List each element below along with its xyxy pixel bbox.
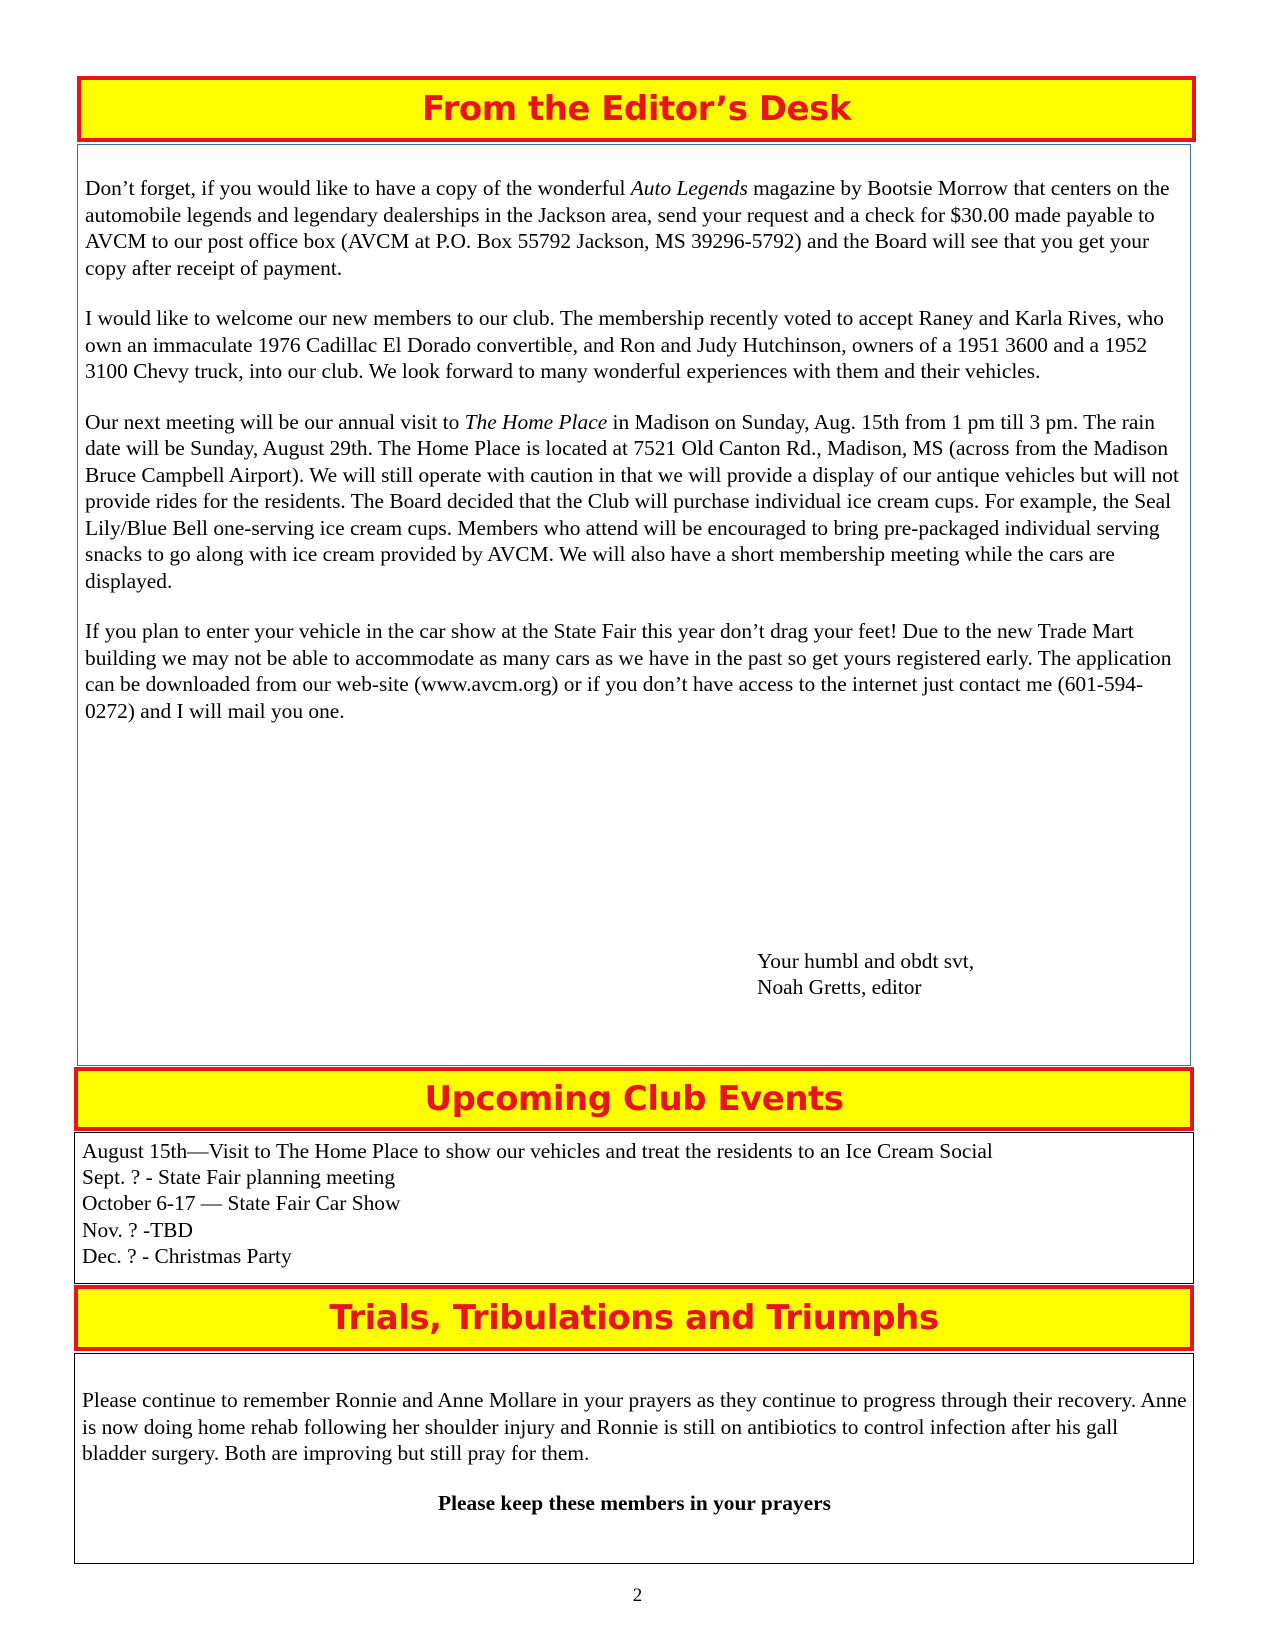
event-item: Nov. ? -TBD	[82, 1217, 193, 1242]
trials-closing: Please keep these members in your prayers	[438, 1490, 831, 1515]
events-section	[74, 1132, 1194, 1284]
events-list	[82, 1138, 1187, 1269]
editor-title: From the Editor’s Desk	[422, 89, 851, 129]
editor-paragraph-4: If you plan to enter your vehicle in the car show at the State Fair this year don’t drag your feet! Due to the new Trade Mart building we may not be able to accommodate as many cars as we have in the past so get yours registered early. The application can be downloaded from our web-site (www.avcm.org) or if you don’t have access to the internet just contact me (601-594-0272) and I will mail you one.	[85, 619, 1172, 723]
event-item: October 6-17 — State Fair Car Show	[82, 1191, 401, 1216]
event-item: August 15th—Visit to The Home Place to show our vehicles and treat the residents to an Ice Cream Social	[82, 1139, 993, 1163]
signature-closing: Your humbl and obdt svt,	[757, 949, 975, 973]
editor-paragraph-2: I would like to welcome our new members to our club. The membership recently voted to accept Raney and Karla Rives, who own an immaculate 1976 Cadillac El Dorado convertible, and Ron and Judy Hutchinson, owners of a 1951 3600 and a 1952 3100 Chevy truck, into our club. We look forward to many wonderful experiences with them and their vehicles.	[85, 306, 1164, 383]
trials-banner	[74, 1285, 1194, 1351]
event-item: Dec. ? - Christmas Party	[82, 1243, 292, 1268]
editor-paragraph-1: Don’t forget, if you would like to have a copy of the wonderful Auto Legends magazine by Bootsie Morrow that centers on the automobile legends and legendary dealerships in the Jackson area, send your request and a check for $30.00 made payable to AVCM to our post office box (AVCM at P.O. Box 55792 Jackson, MS 39296-5792) and the Board will see that you get your copy after receipt of payment.	[85, 176, 1170, 280]
events-banner	[74, 1067, 1194, 1131]
editor-banner	[77, 76, 1196, 142]
trials-section	[74, 1353, 1194, 1564]
editor-section	[77, 144, 1191, 1066]
event-item: Sept. ? - State Fair planning meeting	[82, 1165, 396, 1190]
page-number: 2	[632, 1585, 643, 1606]
events-title: Upcoming Club Events	[424, 1079, 844, 1119]
editor-signature	[757, 948, 974, 1000]
trials-title: Trials, Tribulations and Triumphs	[329, 1298, 939, 1338]
editor-paragraph-3: Our next meeting will be our annual visit to The Home Place in Madison on Sunday, Aug. 15th from 1 pm till 3 pm. The rain date will be Sunday, August 29th. The Home Place is located at 7521 Old Canton Rd., Madison, MS (across from the Madison Bruce Campbell Airport). We will still operate with caution in that we will provide a display of our antique vehicles but will not provide rides for the residents. The Board decided that the Club will purchase individual ice cream cups. For example, the Seal Lily/Blue Bell one-serving ice cream cups. Members who attend will be encouraged to bring pre-packaged individual serving snacks to go along with ice cream provided by AVCM. We will also have a short membership meeting while the cars are displayed.	[85, 409, 1179, 593]
signature-name: Noah Gretts, editor	[757, 975, 922, 999]
trials-body: Please continue to remember Ronnie and Anne Mollare in your prayers as they continue to progress through their recovery. Anne is now doing home rehab following her shoulder injury and Ronnie is still on antibiotics to control infection after his gall bladder surgery. Both are improving but still pray for them.	[82, 1388, 1187, 1465]
